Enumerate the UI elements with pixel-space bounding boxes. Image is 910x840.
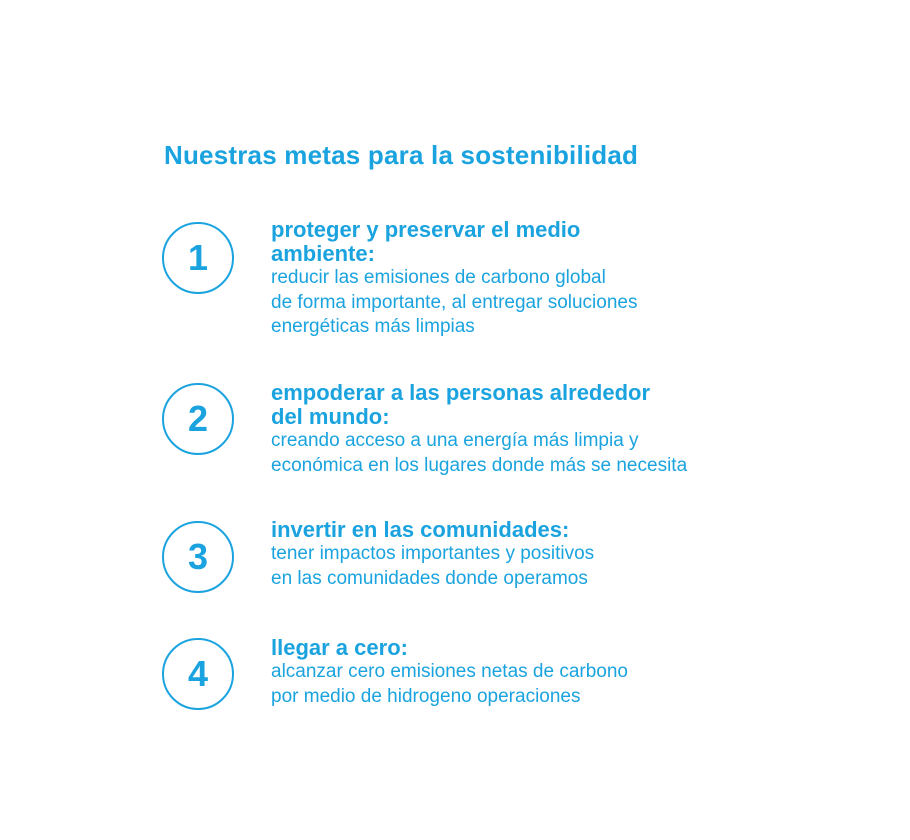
goal-heading-line: ambiente:	[271, 241, 375, 266]
goal-number-circle: 3	[162, 521, 234, 593]
goal-description-line: reducir las emisiones de carbono global	[271, 267, 606, 288]
goal-text	[271, 518, 831, 591]
goal-description	[271, 429, 831, 478]
goal-heading-line: llegar a cero:	[271, 635, 408, 660]
goal-item-1	[162, 218, 822, 348]
goal-number-circle: 2	[162, 383, 234, 455]
goal-description-line: económica en los lugares donde más se necesita	[271, 454, 688, 476]
goal-number-circle: 4	[162, 638, 234, 710]
page-title: Nuestras metas para la sostenibilidad	[164, 140, 639, 170]
goal-heading-line: invertir en las comunidades:	[271, 517, 570, 542]
goal-description	[271, 542, 831, 591]
goal-description-line: creando acceso a una energía más limpia y	[271, 430, 639, 451]
goal-description-line: de forma importante, al entregar soluciones	[271, 291, 638, 313]
goal-description-line: en las comunidades donde operamos	[271, 567, 588, 589]
goal-description	[271, 266, 831, 340]
goal-description-line: por medio de hidrogeno operaciones	[271, 685, 581, 707]
goal-description	[271, 660, 831, 709]
goal-description-line: tener impactos importantes y positivos	[271, 543, 595, 564]
goal-item-3	[162, 518, 822, 598]
goal-heading-line: proteger y preservar el medio	[271, 217, 581, 242]
goal-text	[271, 636, 831, 709]
goal-text	[271, 381, 831, 478]
goal-heading	[271, 218, 831, 266]
goal-description-line: alcanzar cero emisiones netas de carbono	[271, 661, 628, 682]
goal-heading	[271, 518, 831, 542]
goal-item-2	[162, 381, 822, 481]
goal-heading	[271, 381, 831, 429]
goal-heading-line: empoderar a las personas alrededor	[271, 380, 651, 405]
goal-text	[271, 218, 831, 340]
goal-item-4	[162, 636, 822, 716]
goal-heading-line: del mundo:	[271, 404, 390, 429]
goal-description-line: energéticas más limpias	[271, 316, 475, 337]
goal-number-circle: 1	[162, 222, 234, 294]
goal-heading	[271, 636, 831, 660]
